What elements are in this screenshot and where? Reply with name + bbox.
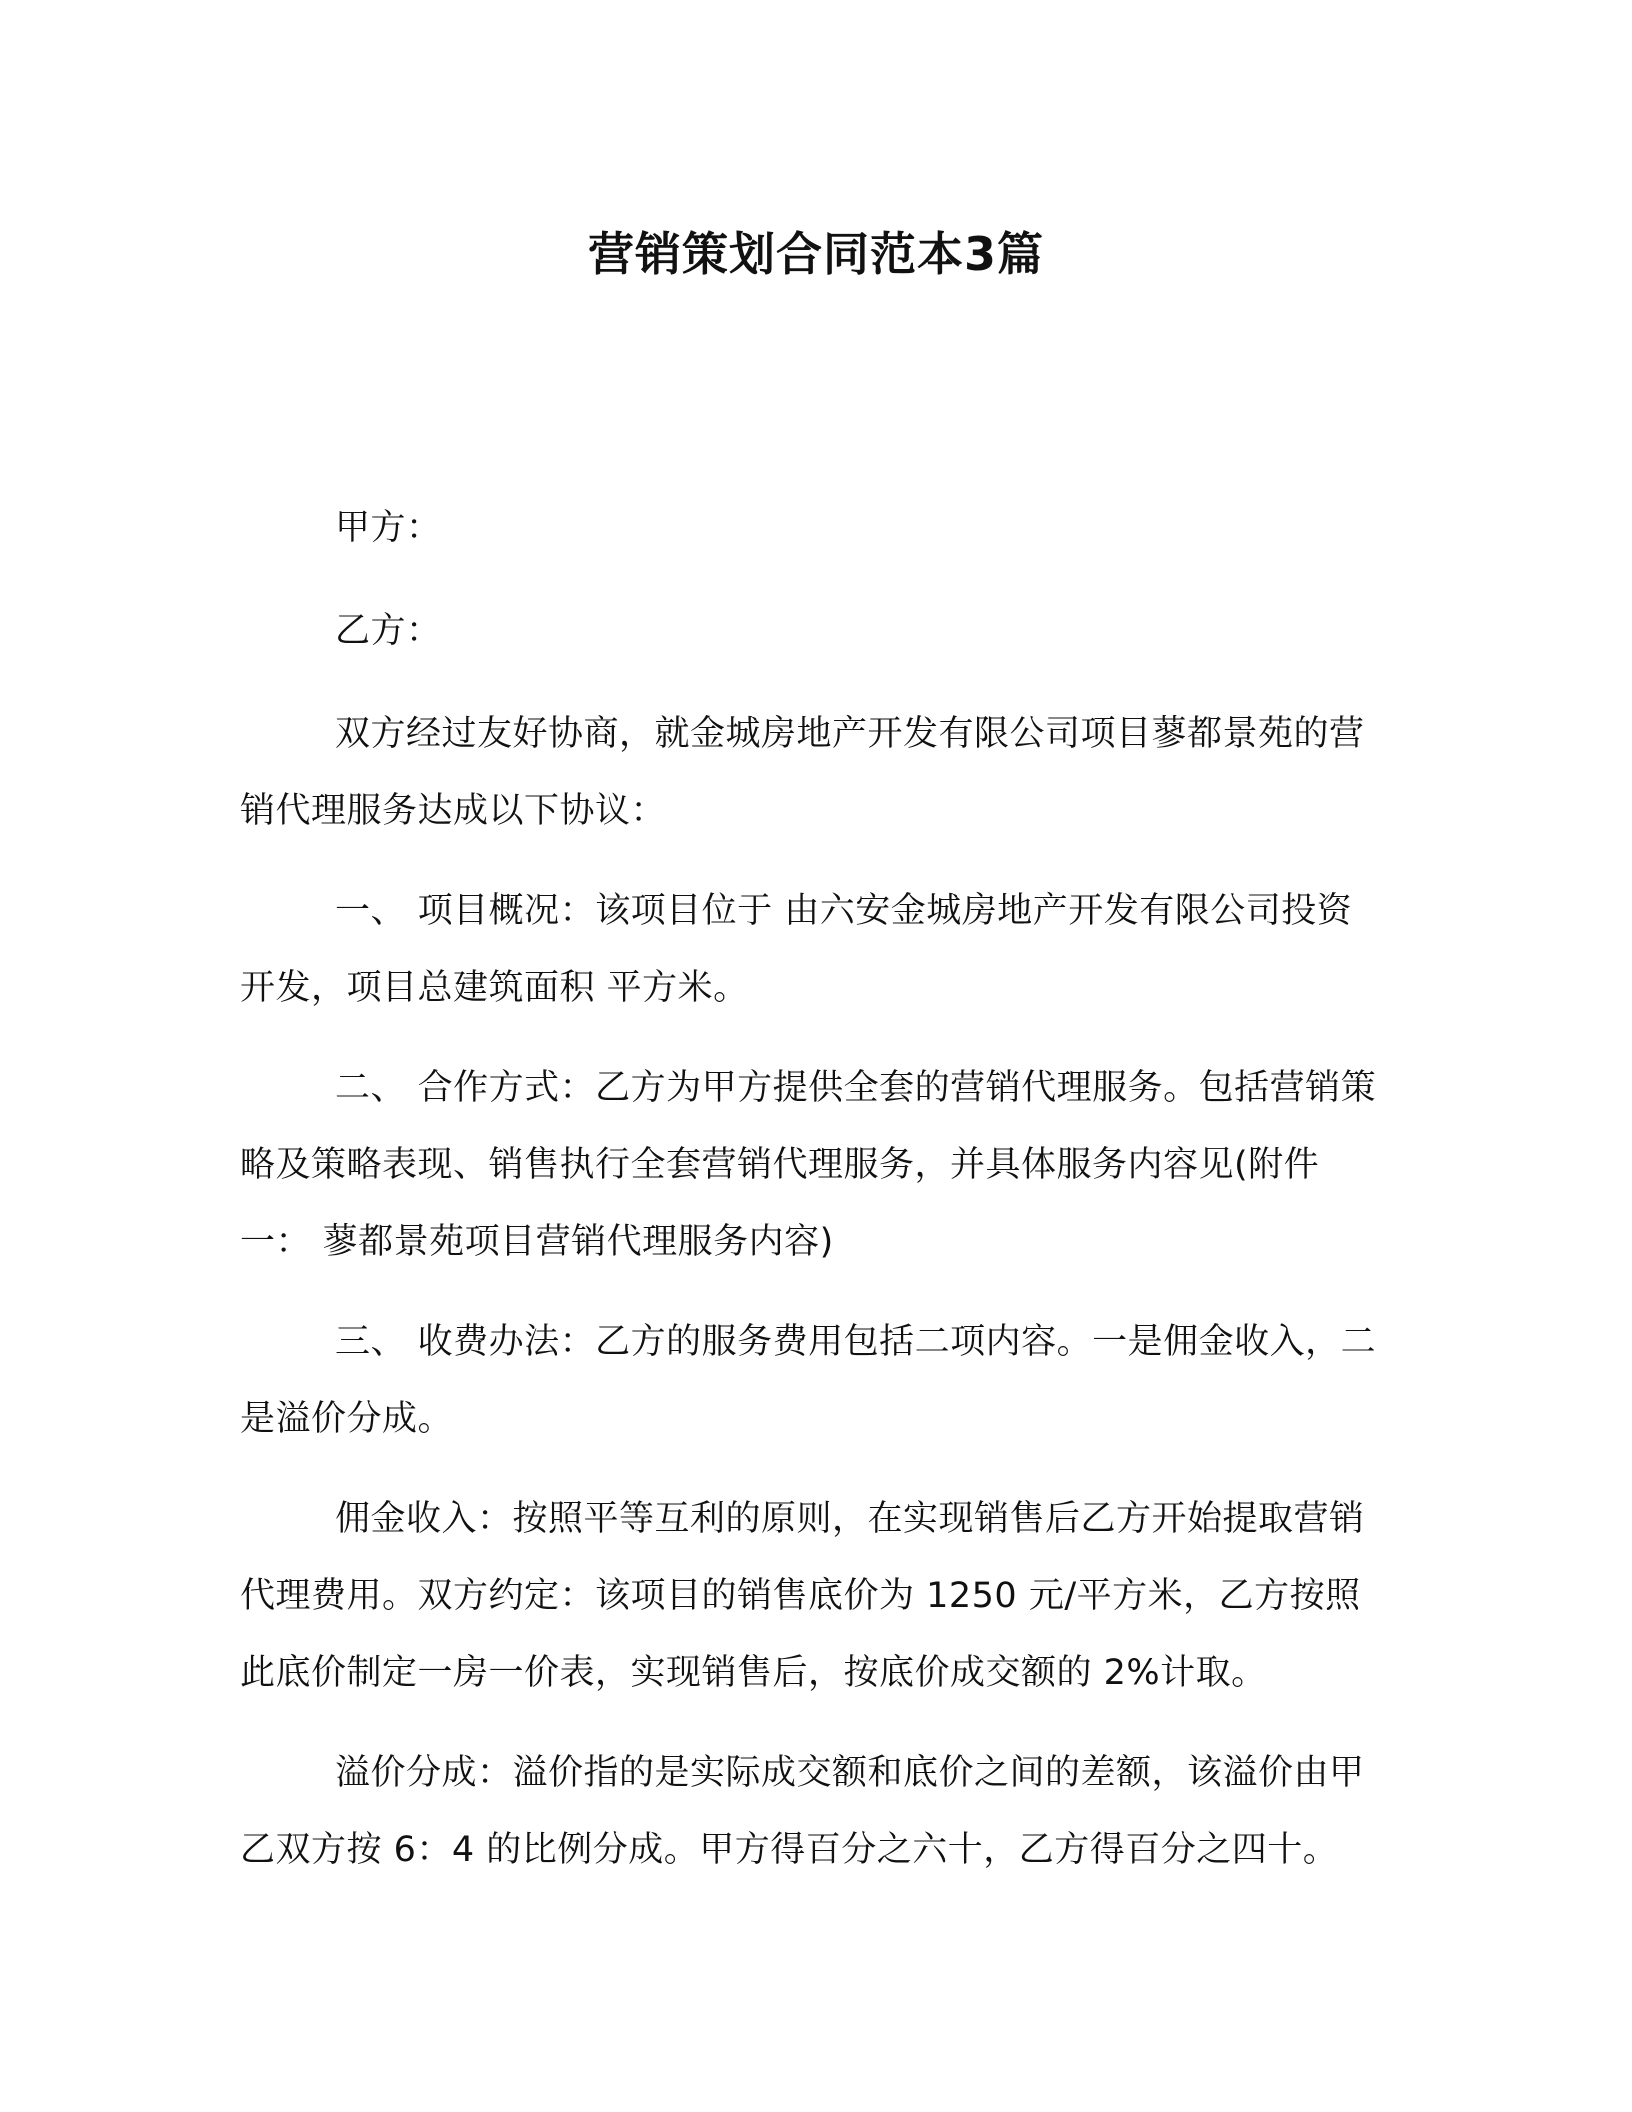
clause-cooperation-method: 二、 合作方式：乙方为甲方提供全套的营销代理服务。包括营销策略及策略表现、销售执行全套营销代理服务，并具体服务内容见(附件一： 蓼都景苑项目营销代理服务内容) bbox=[240, 1068, 1377, 1262]
clause-fee-method: 三、 收费办法：乙方的服务费用包括二项内容。一是佣金收入，二是溢价分成。 bbox=[240, 1322, 1377, 1439]
agreement-intro: 双方经过友好协商，就金城房地产开发有限公司项目蓼都景苑的营销代理服务达成以下协议： bbox=[240, 714, 1365, 831]
party-b-line: 乙方： bbox=[335, 611, 442, 651]
commission-income: 佣金收入：按照平等互利的原则，在实现销售后乙方开始提取营销代理费用。双方约定：该项目的销售底价为 1250 元/平方米，乙方按照此底价制定一房一价表，实现销售后，按底价成交额的 2%计取。 bbox=[240, 1499, 1365, 1693]
clause-project-overview: 一、 项目概况：该项目位于 由六安金城房地产开发有限公司投资开发，项目总建筑面积 平方米。 bbox=[240, 891, 1353, 1008]
document-title: 营销策划合同范本3篇 bbox=[587, 227, 1044, 281]
premium-sharing: 溢价分成：溢价指的是实际成交额和底价之间的差额，该溢价由甲乙双方按 6：4 的比例分成。甲方得百分之六十，乙方得百分之四十。 bbox=[240, 1753, 1365, 1870]
party-a-line: 甲方： bbox=[335, 508, 442, 548]
document-body bbox=[240, 490, 1380, 1889]
